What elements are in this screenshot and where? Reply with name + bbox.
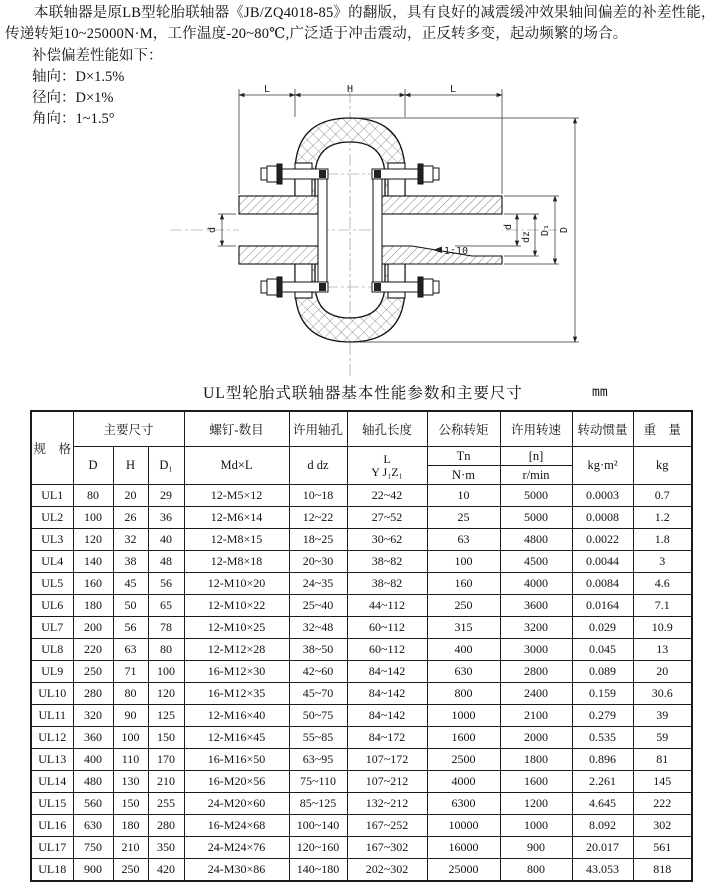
table-cell: 12-M10×22 — [184, 595, 289, 617]
table-cell: 22~42 — [347, 485, 427, 507]
table-cell: UL6 — [31, 595, 73, 617]
table-cell: 1200 — [500, 793, 572, 815]
table-cell: UL5 — [31, 573, 73, 595]
table-row — [31, 683, 692, 705]
table-cell: 140 — [73, 551, 113, 573]
spec-table-body — [31, 485, 692, 882]
table-cell: 1600 — [427, 727, 500, 749]
table-cell: 10.9 — [633, 617, 692, 639]
table-cell: 220 — [73, 639, 113, 661]
table-cell: 32 — [113, 529, 148, 551]
dim-l-right-label: L — [449, 84, 457, 95]
table-cell: 1600 — [500, 771, 572, 793]
table-cell: 280 — [148, 815, 184, 837]
table-cell: 0.029 — [572, 617, 633, 639]
col-header-main-dims: 主要尺寸 — [73, 411, 184, 447]
table-cell: 222 — [633, 793, 692, 815]
table-row — [31, 639, 692, 661]
table-cell: 6300 — [427, 793, 500, 815]
table-cell: UL9 — [31, 661, 73, 683]
table-row — [31, 859, 692, 882]
table-row — [31, 793, 692, 815]
table-unit: mm — [592, 385, 608, 400]
col-header-rmin: r/min — [500, 466, 572, 485]
table-cell: 800 — [500, 859, 572, 882]
table-cell: 16-M20×56 — [184, 771, 289, 793]
table-cell: 315 — [427, 617, 500, 639]
table-cell: 16-M12×30 — [184, 661, 289, 683]
table-row — [31, 551, 692, 573]
table-cell: 38~50 — [289, 639, 347, 661]
col-header-spec: 规 格 — [31, 411, 73, 485]
compensation-angular: 角向：1~1.5° — [32, 111, 115, 127]
table-cell: 2.261 — [572, 771, 633, 793]
table-cell: 63~95 — [289, 749, 347, 771]
table-cell: 160 — [73, 573, 113, 595]
col-header-D1: D₁ — [148, 447, 184, 485]
table-cell: 24-M24×76 — [184, 837, 289, 859]
table-cell: 55~85 — [289, 727, 347, 749]
table-cell: 38 — [113, 551, 148, 573]
table-row — [31, 573, 692, 595]
table-cell: 561 — [633, 837, 692, 859]
col-header-bore-length: 轴孔长度 — [347, 411, 427, 447]
table-cell: 30.6 — [633, 683, 692, 705]
table-cell: 80 — [148, 639, 184, 661]
table-cell: 107~172 — [347, 749, 427, 771]
table-cell: 100 — [73, 507, 113, 529]
coupling-cross-section-drawing — [115, 83, 585, 380]
table-cell: 150 — [148, 727, 184, 749]
table-cell: 132~212 — [347, 793, 427, 815]
table-cell: 400 — [427, 639, 500, 661]
table-cell: 60~112 — [347, 639, 427, 661]
table-cell: 120 — [73, 529, 113, 551]
table-cell: 180 — [73, 595, 113, 617]
table-cell: 12-M16×45 — [184, 727, 289, 749]
table-cell: 25000 — [427, 859, 500, 882]
table-cell: 20 — [633, 661, 692, 683]
table-cell: 4.6 — [633, 573, 692, 595]
table-cell: 150 — [113, 793, 148, 815]
col-header-D: D — [73, 447, 113, 485]
table-cell: 10000 — [427, 815, 500, 837]
table-cell: UL17 — [31, 837, 73, 859]
table-cell: 16-M24×68 — [184, 815, 289, 837]
col-header-screws: 螺钉-数目 — [184, 411, 289, 447]
table-cell: 2000 — [500, 727, 572, 749]
table-cell: 302 — [633, 815, 692, 837]
table-cell: 12~22 — [289, 507, 347, 529]
table-cell: 38~82 — [347, 551, 427, 573]
table-cell: 1.2 — [633, 507, 692, 529]
table-cell: 56 — [148, 573, 184, 595]
table-cell: 7.1 — [633, 595, 692, 617]
table-cell: UL3 — [31, 529, 73, 551]
table-cell: 40 — [148, 529, 184, 551]
table-cell: 210 — [148, 771, 184, 793]
table-cell: 63 — [427, 529, 500, 551]
table-cell: 0.279 — [572, 705, 633, 727]
table-cell: 160 — [427, 573, 500, 595]
table-cell: 12-M8×15 — [184, 529, 289, 551]
table-cell: 0.045 — [572, 639, 633, 661]
table-cell: 16-M12×35 — [184, 683, 289, 705]
table-cell: UL11 — [31, 705, 73, 727]
col-header-Tn: Tn — [427, 447, 500, 466]
table-cell: 16-M16×50 — [184, 749, 289, 771]
table-cell: 210 — [113, 837, 148, 859]
compensation-note: 补偿偏差性能如下： — [32, 48, 163, 64]
table-cell: 71 — [113, 661, 148, 683]
table-cell: 3600 — [500, 595, 572, 617]
table-cell: UL4 — [31, 551, 73, 573]
table-cell: 32~48 — [289, 617, 347, 639]
table-cell: 29 — [148, 485, 184, 507]
table-cell: 36 — [148, 507, 184, 529]
table-cell: 20~30 — [289, 551, 347, 573]
table-cell: 0.0084 — [572, 573, 633, 595]
table-cell: 90 — [113, 705, 148, 727]
table-row — [31, 595, 692, 617]
table-cell: 1.8 — [633, 529, 692, 551]
table-cell: 50~75 — [289, 705, 347, 727]
table-cell: 0.0008 — [572, 507, 633, 529]
table-cell: 12-M10×25 — [184, 617, 289, 639]
table-cell: 250 — [73, 661, 113, 683]
table-cell: UL2 — [31, 507, 73, 529]
col-header-bore: 许用轴孔 — [289, 411, 347, 447]
left-shaft — [239, 196, 318, 264]
right-shaft — [382, 196, 502, 264]
table-cell: 0.0044 — [572, 551, 633, 573]
table-cell: 12-M5×12 — [184, 485, 289, 507]
table-cell: 560 — [73, 793, 113, 815]
table-cell: UL10 — [31, 683, 73, 705]
dim-d1-label: D₁ — [540, 223, 551, 237]
table-cell: 2500 — [427, 749, 500, 771]
table-cell: 630 — [73, 815, 113, 837]
table-row — [31, 617, 692, 639]
table-cell: 900 — [500, 837, 572, 859]
table-cell: 78 — [148, 617, 184, 639]
dim-d-big-label: D — [559, 226, 570, 234]
table-row — [31, 837, 692, 859]
intro-paragraph: 本联轴器是原LB型轮胎联轴器《JB/ZQ4018-85》的翻版，具有良好的减震缓冲效果轴间偏差的补差性能，传递转矩10~25000N·M，工作温度-20~80℃,广泛适于冲击震动，正反转多变，起动频繁的场合。 — [5, 5, 716, 42]
table-cell: 12-M10×20 — [184, 573, 289, 595]
table-row — [31, 815, 692, 837]
table-cell: 13 — [633, 639, 692, 661]
table-cell: 43.053 — [572, 859, 633, 882]
table-cell: 84~142 — [347, 705, 427, 727]
table-cell: 100~140 — [289, 815, 347, 837]
table-cell: 320 — [73, 705, 113, 727]
table-cell: 480 — [73, 771, 113, 793]
table-cell: 125 — [148, 705, 184, 727]
table-cell: 5000 — [500, 507, 572, 529]
table-cell: 56 — [113, 617, 148, 639]
table-cell: 3000 — [500, 639, 572, 661]
table-cell: 50 — [113, 595, 148, 617]
table-cell: 84~142 — [347, 683, 427, 705]
table-row — [31, 485, 692, 507]
table-cell: 120 — [148, 683, 184, 705]
table-cell: 630 — [427, 661, 500, 683]
table-cell: 8.092 — [572, 815, 633, 837]
table-cell: 900 — [73, 859, 113, 882]
table-cell: 45~70 — [289, 683, 347, 705]
table-cell: 0.0022 — [572, 529, 633, 551]
table-cell: 167~252 — [347, 815, 427, 837]
table-cell: UL1 — [31, 485, 73, 507]
table-cell: 3 — [633, 551, 692, 573]
dim-dz-label: dz — [521, 230, 532, 244]
table-cell: 24~35 — [289, 573, 347, 595]
table-row — [31, 771, 692, 793]
dim-d-right-label: d — [503, 223, 514, 231]
table-cell: 16000 — [427, 837, 500, 859]
table-row — [31, 529, 692, 551]
table-cell: 26 — [113, 507, 148, 529]
table-cell: 100 — [113, 727, 148, 749]
table-row — [31, 727, 692, 749]
table-cell: 25 — [427, 507, 500, 529]
table-cell: 4000 — [427, 771, 500, 793]
table-cell: 280 — [73, 683, 113, 705]
table-cell: 45 — [113, 573, 148, 595]
table-cell: UL16 — [31, 815, 73, 837]
table-cell: 0.0164 — [572, 595, 633, 617]
table-cell: 84~172 — [347, 727, 427, 749]
table-cell: 200 — [73, 617, 113, 639]
table-cell: 4.645 — [572, 793, 633, 815]
col-header-weight: 重 量 — [633, 411, 692, 447]
table-cell: 59 — [633, 727, 692, 749]
col-header-L-YJZ: L Y J₁Z₁ — [347, 447, 427, 485]
table-cell: 85~125 — [289, 793, 347, 815]
table-cell: UL8 — [31, 639, 73, 661]
table-cell: 27~52 — [347, 507, 427, 529]
table-cell: 360 — [73, 727, 113, 749]
table-row — [31, 507, 692, 529]
table-cell: UL12 — [31, 727, 73, 749]
table-cell: 20.017 — [572, 837, 633, 859]
table-cell: 1800 — [500, 749, 572, 771]
table-cell: 167~302 — [347, 837, 427, 859]
col-header-d-dz: d dz — [289, 447, 347, 485]
table-cell: 24-M30×86 — [184, 859, 289, 882]
table-cell: UL18 — [31, 859, 73, 882]
table-cell: 100 — [148, 661, 184, 683]
table-cell: 12-M12×28 — [184, 639, 289, 661]
table-cell: 80 — [113, 683, 148, 705]
table-cell: 0.159 — [572, 683, 633, 705]
table-cell: UL15 — [31, 793, 73, 815]
table-cell: 2400 — [500, 683, 572, 705]
dim-l-left-label: L — [263, 84, 271, 95]
table-row — [31, 705, 692, 727]
col-header-MdL: Md×L — [184, 447, 289, 485]
col-header-torque: 公称转矩 — [427, 411, 500, 447]
table-cell: 4000 — [500, 573, 572, 595]
table-cell: 25~40 — [289, 595, 347, 617]
table-cell: 400 — [73, 749, 113, 771]
col-header-kgm2: kg·m² — [572, 447, 633, 485]
table-cell: 3200 — [500, 617, 572, 639]
compensation-radial: 径向：D×1% — [32, 90, 114, 106]
table-cell: 0.0003 — [572, 485, 633, 507]
col-header-inertia: 转动惯量 — [572, 411, 633, 447]
table-cell: 10 — [427, 485, 500, 507]
table-cell: 250 — [427, 595, 500, 617]
table-cell: 120~160 — [289, 837, 347, 859]
table-row — [31, 749, 692, 771]
table-cell: 12-M6×14 — [184, 507, 289, 529]
col-header-n: [n] — [500, 447, 572, 466]
table-cell: 0.896 — [572, 749, 633, 771]
table-cell: 63 — [113, 639, 148, 661]
table-cell: 18~25 — [289, 529, 347, 551]
table-cell: 80 — [73, 485, 113, 507]
table-title: UL型轮胎式联轴器基本性能参数和主要尺寸 — [203, 385, 523, 402]
dim-d-left-label: d — [207, 226, 218, 234]
table-cell: 250 — [113, 859, 148, 882]
table-cell: 0.089 — [572, 661, 633, 683]
table-cell: 0.7 — [633, 485, 692, 507]
table-cell: 39 — [633, 705, 692, 727]
table-cell: 48 — [148, 551, 184, 573]
table-cell: 4500 — [500, 551, 572, 573]
table-cell: 65 — [148, 595, 184, 617]
table-cell: 5000 — [500, 485, 572, 507]
dim-h-label: H — [346, 84, 354, 95]
col-header-speed: 许用转速 — [500, 411, 572, 447]
table-cell: UL7 — [31, 617, 73, 639]
table-cell: 1000 — [427, 705, 500, 727]
table-cell: 255 — [148, 793, 184, 815]
col-header-H: H — [113, 447, 148, 485]
table-cell: 130 — [113, 771, 148, 793]
table-cell: 202~302 — [347, 859, 427, 882]
table-cell: 2100 — [500, 705, 572, 727]
table-cell: 140~180 — [289, 859, 347, 882]
table-cell: 12-M8×18 — [184, 551, 289, 573]
table-cell: 75~110 — [289, 771, 347, 793]
table-cell: 4800 — [500, 529, 572, 551]
table-cell: 107~212 — [347, 771, 427, 793]
table-cell: 750 — [73, 837, 113, 859]
table-cell: 420 — [148, 859, 184, 882]
table-cell: 145 — [633, 771, 692, 793]
table-cell: 2800 — [500, 661, 572, 683]
table-cell: UL14 — [31, 771, 73, 793]
table-cell: 20 — [113, 485, 148, 507]
table-cell: 350 — [148, 837, 184, 859]
table-row — [31, 661, 692, 683]
table-cell: 170 — [148, 749, 184, 771]
table-cell: 24-M20×60 — [184, 793, 289, 815]
table-cell: 84~142 — [347, 661, 427, 683]
table-cell: 12-M16×40 — [184, 705, 289, 727]
table-cell: 38~82 — [347, 573, 427, 595]
table-cell: 81 — [633, 749, 692, 771]
table-cell: 100 — [427, 551, 500, 573]
col-header-kg: kg — [633, 447, 692, 485]
table-cell: 0.535 — [572, 727, 633, 749]
table-cell: UL13 — [31, 749, 73, 771]
compensation-axial: 轴向：D×1.5% — [32, 69, 125, 85]
table-cell: 42~60 — [289, 661, 347, 683]
taper-label: 1:10 — [444, 246, 469, 257]
table-cell: 800 — [427, 683, 500, 705]
table-cell: 110 — [113, 749, 148, 771]
col-header-Nm: N·m — [427, 466, 500, 485]
table-cell: 818 — [633, 859, 692, 882]
table-cell: 30~62 — [347, 529, 427, 551]
table-cell: 180 — [113, 815, 148, 837]
table-cell: 44~112 — [347, 595, 427, 617]
table-cell: 1000 — [500, 815, 572, 837]
spec-table — [30, 410, 693, 882]
table-cell: 10~18 — [289, 485, 347, 507]
table-cell: 60~112 — [347, 617, 427, 639]
